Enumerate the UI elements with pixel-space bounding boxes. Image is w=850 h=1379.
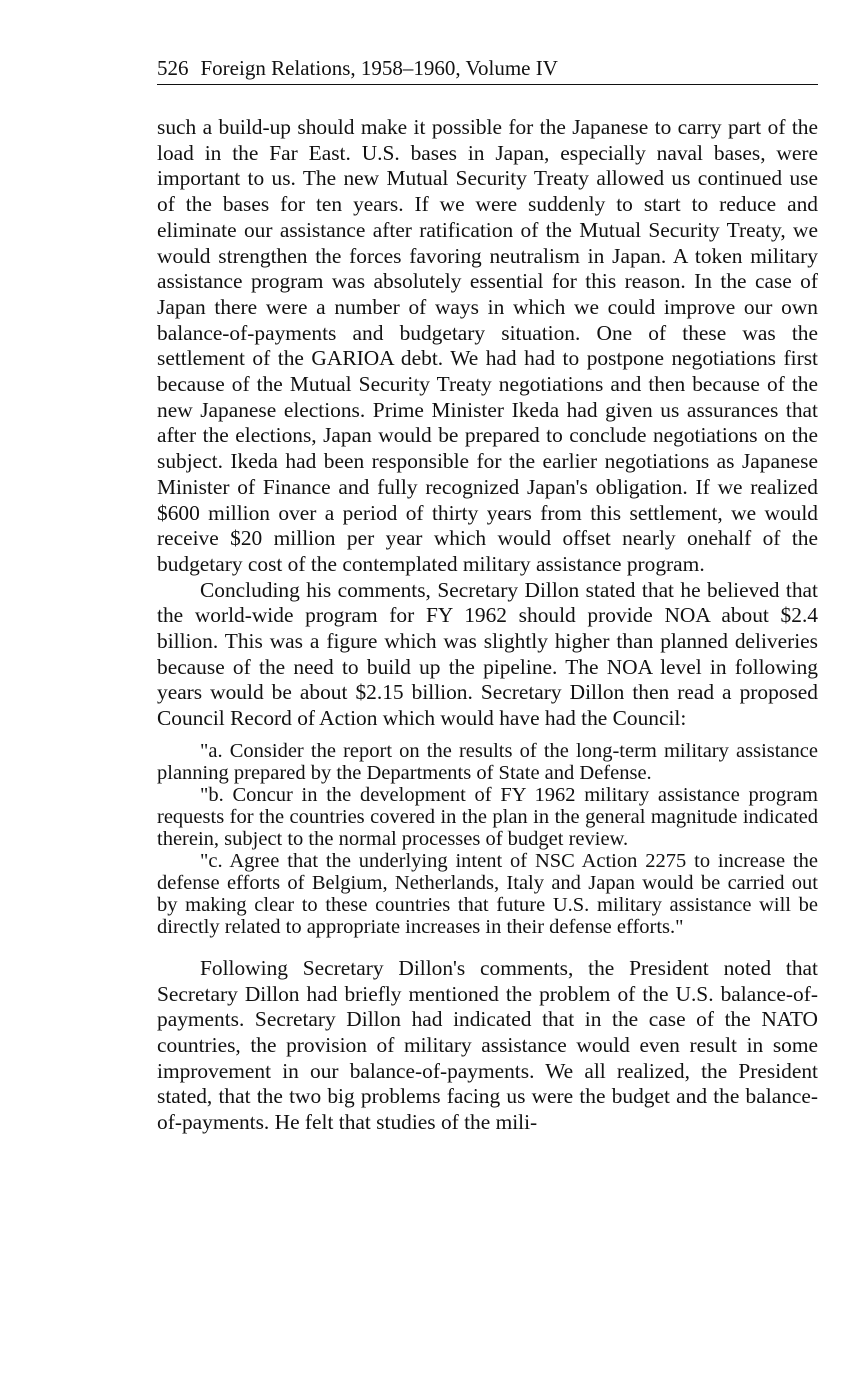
running-header <box>157 56 818 85</box>
volume-title: Foreign Relations, 1958–1960, Volume IV <box>200 56 558 80</box>
quote-item-b: "b. Concur in the development of FY 1962 military assistance program requests for the countries covered in the plan in the general magnitude indicated therein, subject to the normal processes of budget review. <box>157 783 818 850</box>
document-page <box>157 56 818 1136</box>
body-paragraph-3: Following Secretary Dillon's comments, the President noted that Secretary Dillon had briefly mentioned the problem of the U.S. balance-of-payments. Secretary Dillon had indicated that in the case of the NATO countries, the provision of military assistance would even result in some improvement in our balance-of-payments. We all realized, the President stated, that the two big problems facing us were the budget and the balance-of-payments. He felt that studies of the mili- <box>157 955 818 1135</box>
page-number: 526 <box>157 56 189 80</box>
record-of-action-quote <box>157 740 818 938</box>
quote-item-c: "c. Agree that the underlying intent of NSC Action 2275 to increase the defense efforts of Belgium, Netherlands, Italy and Japan would be carried out by making clear to these countries that future U.S. military assistance will be directly related to appropriate increases in their defense efforts." <box>157 849 818 938</box>
body-paragraph-2: Concluding his comments, Secretary Dillon stated that he believed that the world-wide program for FY 1962 should provide NOA about $2.4 billion. This was a figure which was slightly higher than planned deliveries because of the need to build up the pipeline. The NOA level in following years would be about $2.15 billion. Secretary Dillon then read a proposed Council Record of Action which would have had the Council: <box>157 577 818 731</box>
body-paragraph-1: such a build-up should make it possible for the Japanese to carry part of the load in the Far East. U.S. bases in Japan, especially naval bases, were important to us. The new Mutual Security Treaty allowed us continued use of the bases for ten years. If we were suddenly to start to reduce and eliminate our assistance after ratification of the Mutual Security Treaty, we would strengthen the forces favoring neutralism in Japan. A token military assistance program was absolutely essential for this reason. In the case of Japan there were a number of ways in which we could improve our own balance-of-payments and budgetary situation. One of these was the settlement of the GARIOA debt. We had had to postpone negotiations first because of the Mutual Security Treaty negotiations and then because of the new Japanese elections. Prime Minister Ikeda had given us assurances that after the elections, Japan would be prepared to conclude negotiations on the subject. Ikeda had been responsible for the earlier negotiations as Japanese Minister of Finance and fully recognized Japan's obligation. If we realized $600 million over a period of thirty years from this settlement, we would receive $20 million per year which would offset nearly onehalf of the budgetary cost of the contemplated military assistance program. <box>157 115 818 576</box>
document-body <box>157 115 818 1136</box>
quote-item-a: "a. Consider the report on the results of the long-term military assistance planning prepared by the Departments of State and Defense. <box>157 739 818 784</box>
